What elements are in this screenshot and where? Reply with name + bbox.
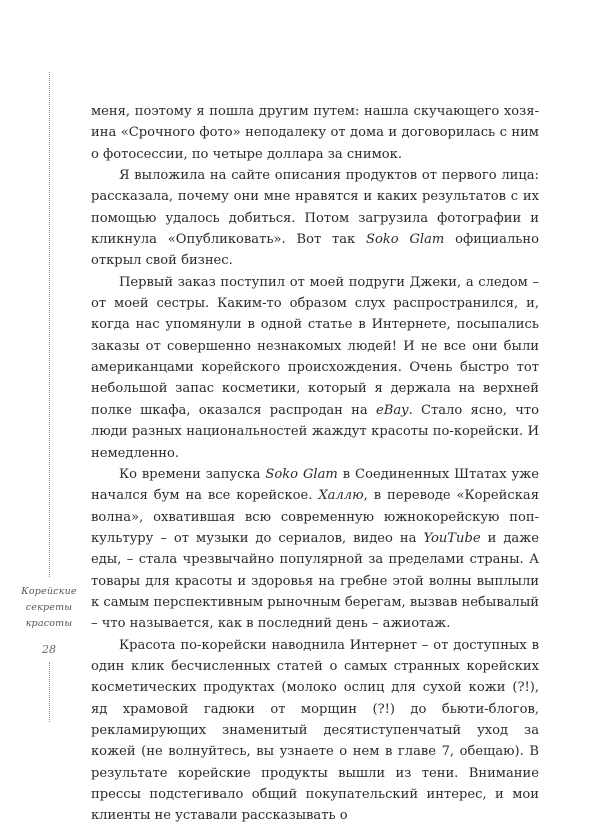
text-run: официально открыл свой бизнес.: [91, 232, 540, 269]
margin-dotted-rule-bottom: [49, 662, 50, 722]
text-run: и даже еды, – стала чрезвычайно популярной за пределами страны. А товары для красоты и здоровья на гребне этой волны выплыли к самым перспективным рыночным берегам, вызвав небывалый – что называется, как в последний день – ажиотаж.: [91, 530, 539, 632]
text-run: меня, поэтому я пошла другим путем: нашла скучающего хозяина «Срочного фото» неподалеку от дома и договорилась с ним о фотосессии, по четыре доллара за снимок.: [91, 104, 539, 162]
running-head: [8, 584, 90, 632]
paragraph-p4: [91, 464, 539, 635]
paragraph-p5: [91, 635, 539, 827]
page-number: 28: [42, 643, 56, 656]
paragraph-p1: [91, 101, 539, 165]
text-run: Я выложила на сайте описания продуктов от первого лица: рассказала, почему они мне нравятся и каких результатов с их помощью удалось добиться. Потом загрузила фотографии и кликнула «Опубликовать». Вот так: [91, 168, 539, 248]
paragraph-p3: [91, 272, 539, 464]
text-run: . Стало ясно, что люди разных национальностей жаждут красоты по-корейски. И немедленно.: [91, 402, 539, 461]
margin-dotted-rule: [49, 72, 50, 577]
text-run: в Соединенных Штатах уже начался бум на все корейское.: [91, 466, 539, 504]
italic-term: eBay: [376, 402, 409, 418]
running-head-line2: секреты: [25, 602, 73, 613]
text-run: Ко времени запуска: [119, 466, 266, 482]
running-head-line1: Корейские: [21, 586, 77, 597]
text-run: Красота по-корейски наводнила Интернет – от доступных в один клик бесчисленных статей о самых странных корейских косметических продуктах (молоко ослиц для сухой кожи (?!), яд храмовой гадюки от морщин (?!) до бьюти-блогов, рекламирующих знаменитый десятиступенчатый уход за кожей (не волнуйтесь, вы узнаете о нем в главе 7, обещаю). В результате корейские продукты вышли из тени. Внимание прессы подстегивало общий покупательский интерес, и мои клиенты не уставали рассказывать о: [91, 637, 539, 824]
italic-term: Халлю: [318, 488, 364, 504]
italic-term: YouTube: [423, 530, 481, 546]
italic-term: Soko Glam: [366, 232, 445, 248]
italic-term: Soko Glam: [265, 466, 338, 482]
running-head-line3: красоты: [25, 618, 73, 629]
paragraph-p2: [91, 165, 539, 272]
text-run: , в переводе «Корейская волна», охватившая всю современную южнокорейскую поп-культуру – от музыки до сериалов, видео на: [91, 488, 539, 546]
text-run: Первый заказ поступил от моей подруги Джеки, а следом – от моей сестры. Каким-то образом слух распространился, и, когда нас упомянули в одной статье в Интернете, посыпались заказы от совершенно незнакомых людей! И не все они были американцами корейского происхождения. Очень быстро тот небольшой запас косметики, который я держала на верхней полке шкафа, оказался распродан на: [91, 274, 539, 418]
body-text: [91, 101, 539, 827]
